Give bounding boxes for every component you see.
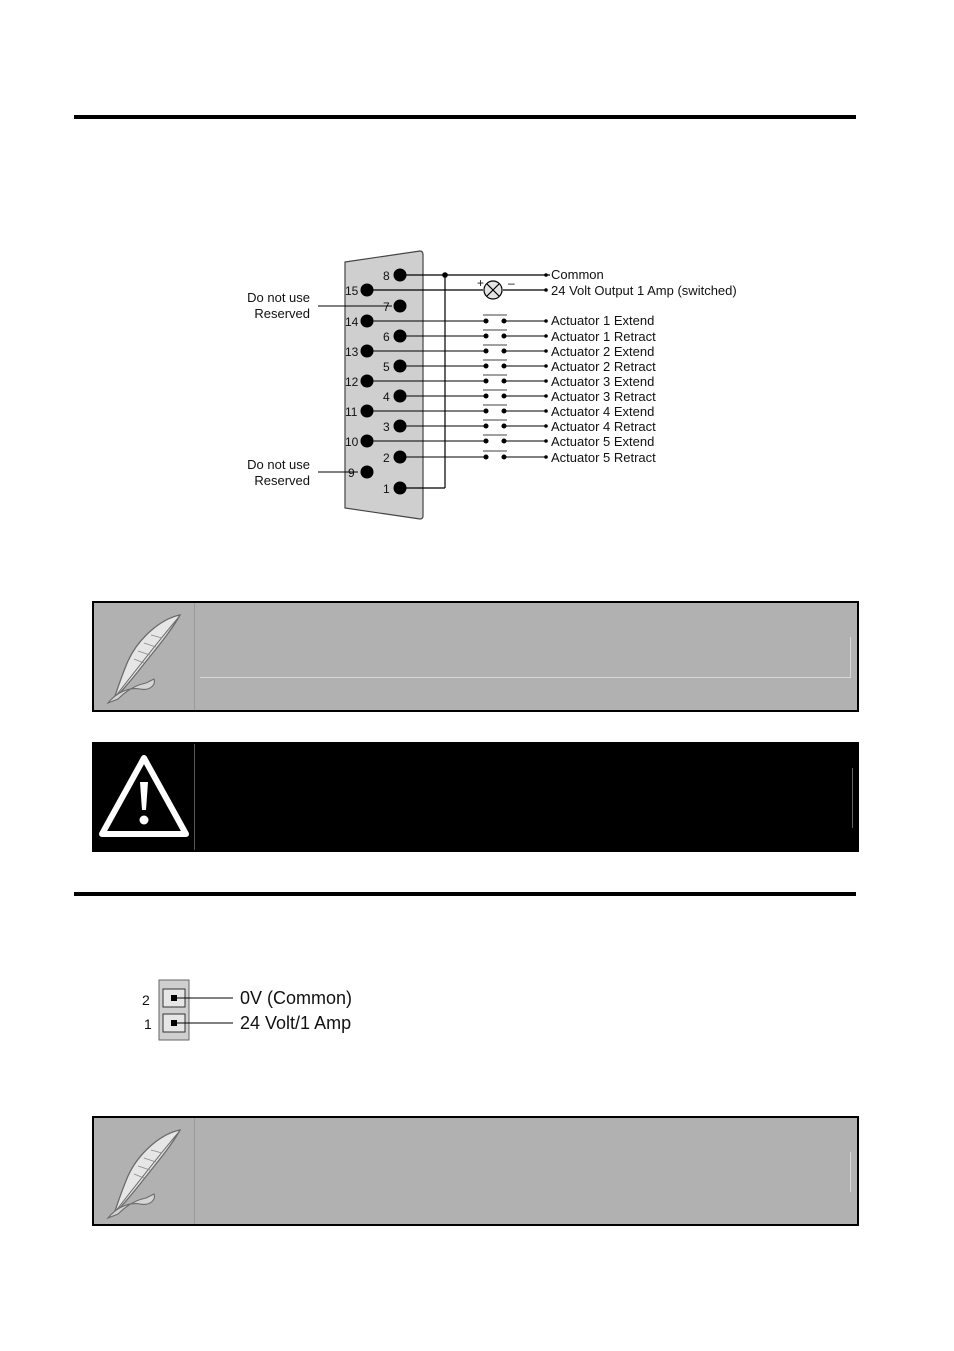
lamp-plus-label: + <box>477 276 485 290</box>
pin-15 <box>361 284 374 297</box>
pin-7 <box>394 300 407 313</box>
pin-number: 6 <box>383 330 390 344</box>
terminal-markers <box>544 273 548 459</box>
pin-9 <box>361 466 374 479</box>
signal-label: 24 Volt Output 1 Amp (switched) <box>551 283 737 298</box>
pin-8 <box>394 269 407 282</box>
power-pin-label: 24 Volt/1 Amp <box>240 1013 352 1033</box>
signal-label: Actuator 3 Extend <box>551 374 655 389</box>
pin-number: 12 <box>345 375 359 389</box>
pin-number: 3 <box>383 420 390 434</box>
connector-wiring-diagram <box>230 240 790 530</box>
pin-number: 7 <box>383 300 390 314</box>
pin-number: 15 <box>345 284 359 298</box>
pin-number: 4 <box>383 390 390 404</box>
power-pin-label: 0V (Common) <box>240 988 353 1008</box>
signal-label: Actuator 4 Retract <box>551 419 656 434</box>
lamp-minus-label: – <box>508 276 515 290</box>
pin-number: 1 <box>383 482 390 496</box>
section-rule-middle <box>74 892 856 896</box>
signal-label: Actuator 3 Retract <box>551 389 656 404</box>
signal-label: Common <box>551 267 604 282</box>
warning-triangle-icon <box>94 744 194 850</box>
pin-number: 11 <box>345 405 358 419</box>
reserved-label-line1: Do not use <box>247 290 310 305</box>
signal-label: Actuator 4 Extend <box>551 404 655 419</box>
signal-label: Actuator 1 Retract <box>551 329 656 344</box>
note-icon-cell <box>94 1118 195 1224</box>
signal-label: Actuator 5 Retract <box>551 450 656 465</box>
power-pin-number: 1 <box>144 1016 152 1032</box>
signal-label: Actuator 1 Extend <box>551 313 655 328</box>
quill-pen-icon <box>94 1118 194 1224</box>
warning-content-edge <box>852 768 853 828</box>
quill-pen-icon <box>94 603 194 710</box>
note-callout <box>92 601 859 712</box>
reserved-label-line2: Reserved <box>254 306 310 321</box>
signal-label: Actuator 5 Extend <box>551 434 655 449</box>
warning-icon-cell <box>94 744 195 850</box>
note-content-area <box>200 1152 851 1192</box>
power-connector-diagram <box>140 978 380 1044</box>
note-callout <box>92 1116 859 1226</box>
pin-number: 2 <box>383 451 390 465</box>
pin-number: 9 <box>348 466 355 480</box>
reserved-label-line1: Do not use <box>247 457 310 472</box>
pin-number: 5 <box>383 360 390 374</box>
signal-label: Actuator 2 Retract <box>551 359 656 374</box>
pin-1 <box>394 482 407 495</box>
pin-number: 14 <box>345 315 359 329</box>
reserved-label-line2: Reserved <box>254 473 310 488</box>
signal-label: Actuator 2 Extend <box>551 344 655 359</box>
pin-number: 13 <box>345 345 359 359</box>
note-icon-cell <box>94 603 195 710</box>
pin-number: 8 <box>383 269 390 283</box>
pin-number: 10 <box>345 435 359 449</box>
section-rule-top <box>74 115 856 119</box>
indicator-lamp-icon <box>484 281 502 299</box>
warning-callout <box>92 742 859 852</box>
note-content-area <box>200 637 851 678</box>
power-pin-number: 2 <box>142 992 150 1008</box>
